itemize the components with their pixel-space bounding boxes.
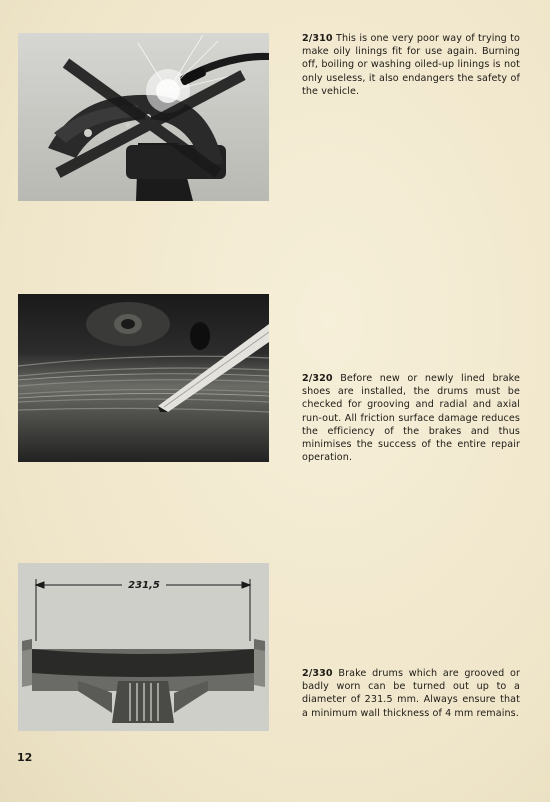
caption-2-310 <box>302 32 520 98</box>
photo-drum-grooving <box>18 294 269 462</box>
caption-number: 2/320 <box>302 373 333 384</box>
caption-text: This is one very poor way of trying to make oily linings fit for use again. Burning off, boiling or washing oiled-up linings is not only useless, it also endangers the safety of the vehicle. <box>302 33 521 97</box>
photo-burning-lining <box>18 33 269 201</box>
caption-text: Brake drums which are grooved or badly worn can be turned out up to a diameter of 231.5 mm. Always ensure that a minimum wall thickness of 4 mm remains. <box>302 668 520 719</box>
caption-text: Before new or newly lined brake shoes are installed, the drums must be checked for grooving and radial and axial run-out. All friction surface damage reduces the efficiency of the brakes and thus minimises the success of the entire repair operation. <box>302 373 520 464</box>
photo-drum-section <box>18 563 269 731</box>
caption-number: 2/310 <box>302 33 333 44</box>
page-number: 12 <box>17 751 33 764</box>
caption-number: 2/330 <box>302 668 333 679</box>
caption-2-330 <box>302 667 520 720</box>
dimension-label: 231,5 <box>128 580 160 591</box>
caption-2-320 <box>302 372 520 464</box>
